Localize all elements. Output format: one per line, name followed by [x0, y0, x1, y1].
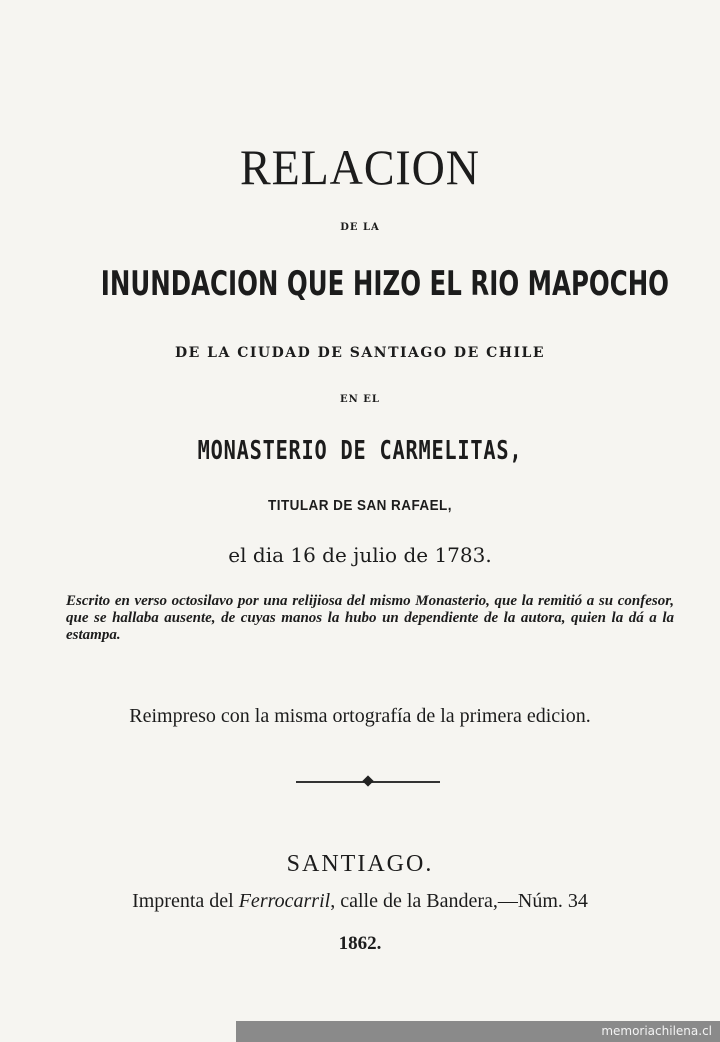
printer-after: , calle de la Bandera,—Núm. 34: [330, 890, 588, 912]
document-title: RELACION: [240, 139, 480, 195]
reprint-note: Reimpreso con la misma ortografía de la primera edicion.: [129, 705, 591, 727]
printer-name: Ferrocarril: [238, 890, 331, 912]
monastery-line: MONASTERIO DE CARMELITAS,: [197, 436, 523, 466]
subtitle-de-la: DE LA: [340, 222, 380, 233]
year-line: 1862.: [338, 933, 382, 954]
printer-before: Imprenta del: [132, 890, 239, 912]
date-line: el dia 16 de julio de 1783.: [228, 543, 492, 567]
watermark[interactable]: memoriachilena.cl: [601, 1024, 712, 1038]
divider-diamond-icon: [362, 775, 373, 786]
city-line: DE LA CIUDAD DE SANTIAGO DE CHILE: [174, 345, 546, 361]
en-el-line: EN EL: [340, 394, 380, 405]
italic-description: Escrito en verso octosilavo por una relijiosa del mismo Monasterio, que la remitió a su confesor, que se hallaba ausente, de cuyas manos la hubo un dependiente de la autora, quien la dá a la estampa.: [66, 593, 674, 643]
headline: INUNDACION QUE HIZO EL RIO MAPOCHO: [100, 264, 669, 304]
titular-line: TITULAR DE SAN RAFAEL,: [268, 497, 452, 514]
printer-line: [0, 890, 720, 913]
place-line: SANTIAGO.: [286, 851, 434, 877]
